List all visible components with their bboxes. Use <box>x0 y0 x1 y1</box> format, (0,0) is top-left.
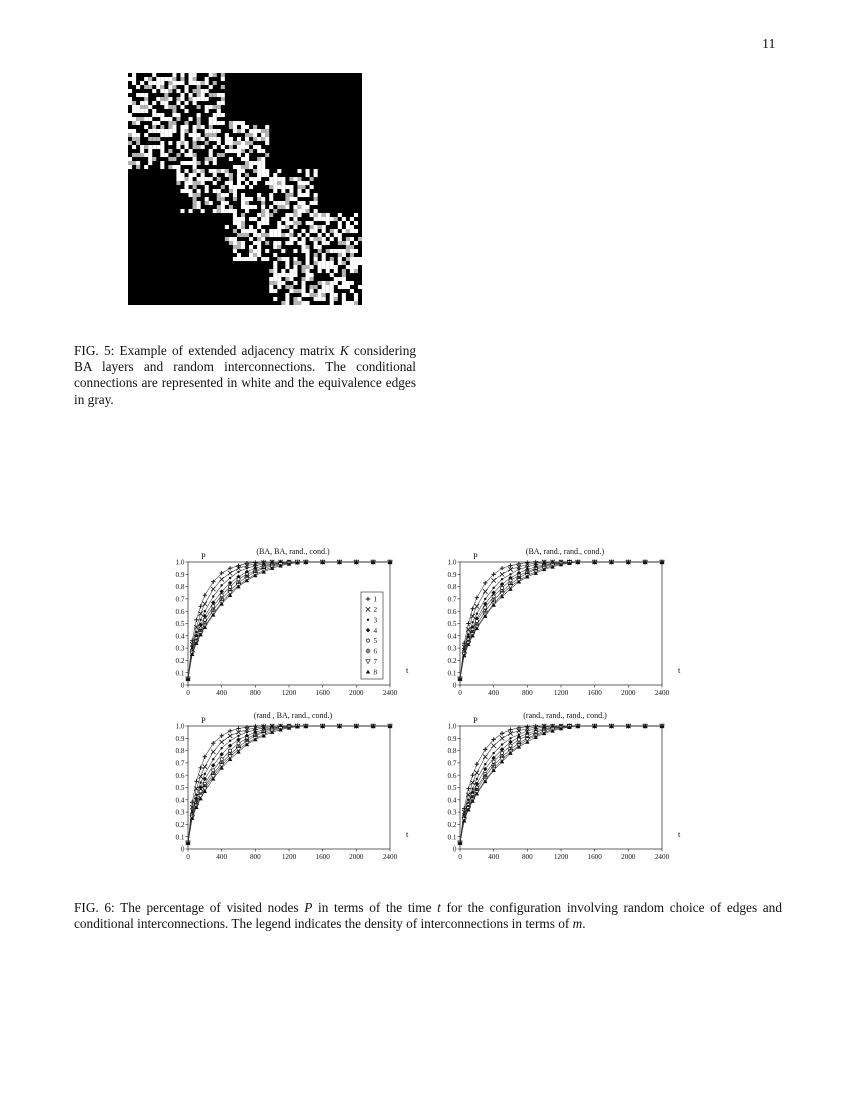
x-tick-label: 1200 <box>553 853 569 861</box>
data-point <box>212 758 214 760</box>
chart-rand-ba-rand-cond <box>168 706 418 864</box>
legend-label: 3 <box>373 616 378 625</box>
y-tick-label: 1.0 <box>175 558 185 567</box>
figure-6-caption-text: The percentage of visited nodes <box>114 900 305 915</box>
series-markers-5 <box>458 560 663 680</box>
data-point <box>491 578 495 582</box>
data-point <box>220 594 223 597</box>
data-point <box>492 595 495 598</box>
plot-frame <box>188 562 390 685</box>
data-point <box>501 743 503 745</box>
y-tick-label: 0.7 <box>447 759 457 768</box>
x-tick-label: 2000 <box>349 853 364 861</box>
data-point <box>509 579 512 582</box>
y-tick-label: 0.9 <box>447 734 457 743</box>
figure-5-caption-text: Example of extended adjacency matrix <box>114 343 340 358</box>
y-tick-label: 0.8 <box>447 747 457 756</box>
series-line-3 <box>188 726 390 843</box>
data-point <box>500 586 503 589</box>
data-point <box>492 752 494 754</box>
data-point <box>492 587 494 589</box>
y-tick-label: 1.0 <box>175 722 185 731</box>
figure-5-caption-text-end: considering BA layers and random interconnections. The conditional connections are represented in white and the equivalence edges in gray. <box>74 343 416 407</box>
y-tick-label: 0.9 <box>175 570 185 579</box>
y-axis-label: P <box>473 551 478 561</box>
data-point <box>198 611 202 615</box>
data-point <box>475 604 479 608</box>
y-tick-label: 0.5 <box>447 620 457 629</box>
data-point <box>220 584 222 586</box>
data-point <box>476 778 478 780</box>
data-point <box>236 737 240 741</box>
x-tick-label: 400 <box>488 689 500 697</box>
series-line-8 <box>188 562 390 679</box>
series-line-5 <box>460 562 662 679</box>
y-tick-label: 0.3 <box>175 644 185 653</box>
series-markers-2 <box>458 724 664 845</box>
y-tick-label: 0.1 <box>175 833 185 842</box>
data-point <box>203 602 207 606</box>
series-markers-4 <box>458 724 664 845</box>
series-markers-4 <box>186 724 392 845</box>
adjacency-matrix-image <box>128 73 362 305</box>
y-tick-label: 0 <box>452 845 457 854</box>
y-tick-label: 0.2 <box>175 657 185 665</box>
figure-5-caption-math: K <box>339 343 349 358</box>
data-point <box>194 779 198 783</box>
y-tick-label: 0.8 <box>447 583 457 592</box>
y-tick-label: 0.9 <box>447 570 457 579</box>
data-point <box>212 605 215 608</box>
data-point <box>229 577 231 579</box>
series-line-1 <box>188 562 390 679</box>
x-tick-label: 0 <box>458 853 462 861</box>
series-markers-7 <box>186 724 392 845</box>
series-line-7 <box>188 562 390 679</box>
series-markers-3 <box>459 725 663 844</box>
data-point <box>491 743 495 747</box>
plot-frame <box>460 562 662 685</box>
x-tick-label: 400 <box>216 689 228 697</box>
data-point <box>518 568 520 570</box>
data-point <box>237 578 240 581</box>
x-tick-label: 2400 <box>654 853 670 861</box>
x-tick-label: 1200 <box>281 853 297 861</box>
y-tick-label: 0.9 <box>175 734 185 743</box>
y-tick-label: 0.6 <box>175 607 185 616</box>
chart-ba-ba-rand-cond <box>168 542 418 700</box>
series-line-8 <box>188 726 390 843</box>
data-point <box>237 571 239 573</box>
y-tick-label: 0.8 <box>175 747 185 756</box>
y-tick-label: 0.6 <box>175 771 185 780</box>
series-markers-8 <box>458 560 664 681</box>
legend <box>361 592 383 679</box>
x-axis-label: t <box>678 829 681 839</box>
legend-marker <box>366 639 369 642</box>
data-point <box>246 731 248 733</box>
series-line-6 <box>188 726 390 843</box>
data-point <box>198 604 202 608</box>
data-point <box>236 726 240 730</box>
y-tick-label: 0 <box>180 845 185 854</box>
data-point <box>228 571 232 575</box>
x-axis-label: t <box>406 829 409 839</box>
chart-ba-rand-rand-cond <box>440 542 690 700</box>
y-tick-label: 0.5 <box>175 784 185 793</box>
y-tick-label: 0.7 <box>175 595 185 604</box>
data-point <box>204 610 206 612</box>
y-tick-label: 0.1 <box>447 833 457 842</box>
data-point <box>470 780 474 784</box>
y-axis-label: P <box>201 551 206 561</box>
x-tick-label: 800 <box>521 853 533 861</box>
x-tick-label: 2400 <box>382 689 398 697</box>
series-line-5 <box>188 726 390 843</box>
data-point <box>500 566 504 570</box>
data-point <box>199 781 201 783</box>
data-point <box>500 731 504 735</box>
series-line-3 <box>460 562 662 679</box>
data-point <box>237 735 239 737</box>
legend-label: 2 <box>373 606 378 614</box>
series-line-4 <box>188 562 390 679</box>
chart-title: (rand , BA, rand., cond.) <box>253 711 333 720</box>
series-line-2 <box>188 562 390 679</box>
series-markers-3 <box>187 725 391 844</box>
figure-6-caption-math-t: t <box>437 900 441 915</box>
figure-6-caption-text-post: for the configuration involving random choice of edges and conditional interconnections. The legend indicates the density of interconnections in terms of <box>74 900 782 932</box>
series-markers-1 <box>186 724 392 845</box>
y-tick-label: 0.1 <box>175 669 185 678</box>
data-point <box>470 773 474 777</box>
y-tick-label: 0.5 <box>175 620 185 629</box>
data-point <box>492 760 495 763</box>
figure-6-caption-math-m: m <box>572 916 583 932</box>
chart-panel-ba-ba <box>168 542 418 700</box>
data-point <box>501 578 503 580</box>
y-tick-label: 0.2 <box>175 821 185 829</box>
y-tick-label: 0.6 <box>447 607 457 616</box>
x-axis-label: t <box>678 665 681 675</box>
legend-label: 4 <box>373 626 378 635</box>
y-tick-label: 0.4 <box>447 632 457 641</box>
x-axis-label: t <box>406 665 409 675</box>
x-tick-label: 0 <box>458 689 462 697</box>
x-tick-label: 2000 <box>621 853 636 861</box>
data-point <box>470 614 474 618</box>
x-tick-label: 1200 <box>281 689 297 697</box>
data-point <box>198 785 202 789</box>
x-tick-label: 0 <box>186 853 190 861</box>
legend-label: 6 <box>373 647 378 656</box>
data-point <box>509 744 512 747</box>
data-point <box>471 788 473 790</box>
data-point <box>228 749 231 752</box>
series-line-8 <box>460 562 662 679</box>
data-point <box>203 764 207 768</box>
data-point <box>211 587 215 591</box>
data-point <box>203 593 207 597</box>
y-tick-label: 0.4 <box>175 796 185 805</box>
plot-frame <box>460 726 662 849</box>
data-point <box>203 618 206 621</box>
data-point <box>219 577 223 581</box>
data-point <box>198 766 202 770</box>
series-markers-1 <box>458 724 664 845</box>
legend-label: 8 <box>373 668 378 677</box>
y-tick-label: 0.3 <box>447 808 457 817</box>
legend-label: 1 <box>373 595 378 604</box>
data-point <box>198 774 202 778</box>
x-tick-label: 800 <box>249 853 261 861</box>
data-point <box>483 767 487 771</box>
legend-label: 5 <box>373 637 378 646</box>
series-markers-6 <box>186 724 392 845</box>
data-point <box>212 595 214 597</box>
x-tick-label: 2400 <box>382 853 398 861</box>
data-point <box>500 736 504 740</box>
chart-panel-rand-ba <box>168 706 418 864</box>
data-point <box>509 737 511 739</box>
series-line-2 <box>460 562 662 679</box>
series-markers-7 <box>458 560 664 681</box>
x-tick-label: 2400 <box>654 689 670 697</box>
legend-box <box>361 592 383 679</box>
figure-6-caption <box>74 900 782 932</box>
data-point <box>204 773 206 775</box>
data-point <box>475 595 479 599</box>
data-point <box>483 755 487 759</box>
data-point <box>483 589 487 593</box>
series-line-4 <box>188 726 390 843</box>
series-markers-6 <box>458 724 664 845</box>
series-line-4 <box>460 562 662 679</box>
series-markers-5 <box>186 724 391 844</box>
data-point <box>500 751 503 754</box>
figure-5-label: FIG. 5: <box>74 343 115 358</box>
data-point <box>470 607 474 611</box>
y-tick-label: 0.8 <box>175 583 185 592</box>
data-point <box>228 734 232 738</box>
series-line-1 <box>460 562 662 679</box>
x-tick-label: 0 <box>186 689 190 697</box>
y-tick-label: 0.7 <box>175 759 185 768</box>
x-tick-label: 1600 <box>315 853 330 861</box>
data-point <box>203 755 207 759</box>
y-tick-label: 0.4 <box>447 796 457 805</box>
plot-frame <box>188 726 390 849</box>
data-point <box>220 747 222 749</box>
chart-title: (BA, rand., rand., cond.) <box>525 547 605 556</box>
x-tick-label: 1200 <box>553 689 569 697</box>
figure-6-label: FIG. 6: <box>74 900 115 915</box>
data-point <box>508 563 512 567</box>
y-axis-label: P <box>201 715 206 725</box>
data-point <box>236 563 240 567</box>
series-markers-8 <box>458 724 664 845</box>
x-tick-label: 400 <box>216 853 228 861</box>
figure-6-caption-text-mid: in terms of the time <box>312 900 438 915</box>
data-point <box>229 740 231 742</box>
y-tick-label: 0.2 <box>447 657 457 665</box>
series-markers-4 <box>458 560 664 681</box>
y-axis-label: P <box>473 715 478 725</box>
data-point <box>228 585 231 588</box>
figure-6-caption-math-p: P <box>304 900 313 915</box>
y-tick-label: 1.0 <box>447 722 457 731</box>
series-line-7 <box>188 726 390 843</box>
data-point <box>246 567 248 569</box>
x-tick-label: 800 <box>249 689 261 697</box>
legend-marker <box>367 619 369 621</box>
y-tick-label: 0.3 <box>175 808 185 817</box>
series-line-6 <box>188 562 390 679</box>
series-line-2 <box>188 726 390 843</box>
figure-6-caption-text-end: . <box>582 916 586 932</box>
chart-panel-ba-rand <box>440 542 690 700</box>
series-markers-2 <box>458 560 664 681</box>
data-point <box>484 763 486 765</box>
series-line-5 <box>188 562 390 679</box>
adjacency-matrix-figure <box>128 73 362 305</box>
chart-rand-rand-rand-cond <box>440 706 690 864</box>
data-point <box>517 738 520 741</box>
y-tick-label: 0 <box>180 681 185 690</box>
data-point <box>220 758 223 761</box>
series-markers-8 <box>186 724 392 845</box>
x-tick-label: 800 <box>521 689 533 697</box>
data-point <box>508 727 512 731</box>
series-markers-5 <box>458 724 663 844</box>
chart-title: (BA, BA, rand., cond.) <box>256 547 330 556</box>
y-tick-label: 1.0 <box>447 558 457 567</box>
series-markers-3 <box>187 561 391 680</box>
series-markers-1 <box>458 560 664 681</box>
x-tick-label: 2000 <box>621 689 636 697</box>
series-markers-6 <box>458 560 664 681</box>
data-point <box>484 598 486 600</box>
data-point <box>199 619 201 621</box>
y-tick-label: 0.2 <box>447 821 457 829</box>
series-line-3 <box>188 562 390 679</box>
data-point <box>475 771 479 775</box>
series-line-1 <box>188 726 390 843</box>
y-tick-label: 0.3 <box>447 644 457 653</box>
series-line-1 <box>460 726 662 843</box>
y-tick-label: 0.5 <box>447 784 457 793</box>
legend-label: 7 <box>373 658 378 666</box>
chart-title: (rand., rand., rand., cond.) <box>523 711 607 720</box>
data-point <box>475 762 479 766</box>
data-point <box>471 621 473 623</box>
y-tick-label: 0.4 <box>175 632 185 641</box>
series-markers-7 <box>458 724 664 845</box>
series-markers-2 <box>186 724 392 845</box>
x-tick-label: 1600 <box>315 689 330 697</box>
y-tick-label: 0.6 <box>447 771 457 780</box>
data-point <box>500 572 504 576</box>
data-point <box>475 619 478 622</box>
series-line-7 <box>460 562 662 679</box>
y-tick-label: 0.1 <box>447 669 457 678</box>
data-point <box>211 750 215 754</box>
y-tick-label: 0.7 <box>447 595 457 604</box>
x-tick-label: 1600 <box>587 689 602 697</box>
x-tick-label: 400 <box>488 853 500 861</box>
x-tick-label: 2000 <box>349 689 364 697</box>
data-point <box>228 566 232 570</box>
data-point <box>476 612 478 614</box>
series-line-6 <box>460 562 662 679</box>
data-point <box>212 769 215 772</box>
chart-panel-rand-rand <box>440 706 690 864</box>
figure-5-caption <box>74 343 416 408</box>
x-tick-label: 1600 <box>587 853 602 861</box>
page-number: 11 <box>762 37 776 52</box>
data-point <box>484 606 487 609</box>
data-point <box>509 573 511 575</box>
data-point <box>237 742 240 745</box>
data-point <box>228 729 232 733</box>
y-tick-label: 0 <box>452 681 457 690</box>
data-point <box>219 740 223 744</box>
